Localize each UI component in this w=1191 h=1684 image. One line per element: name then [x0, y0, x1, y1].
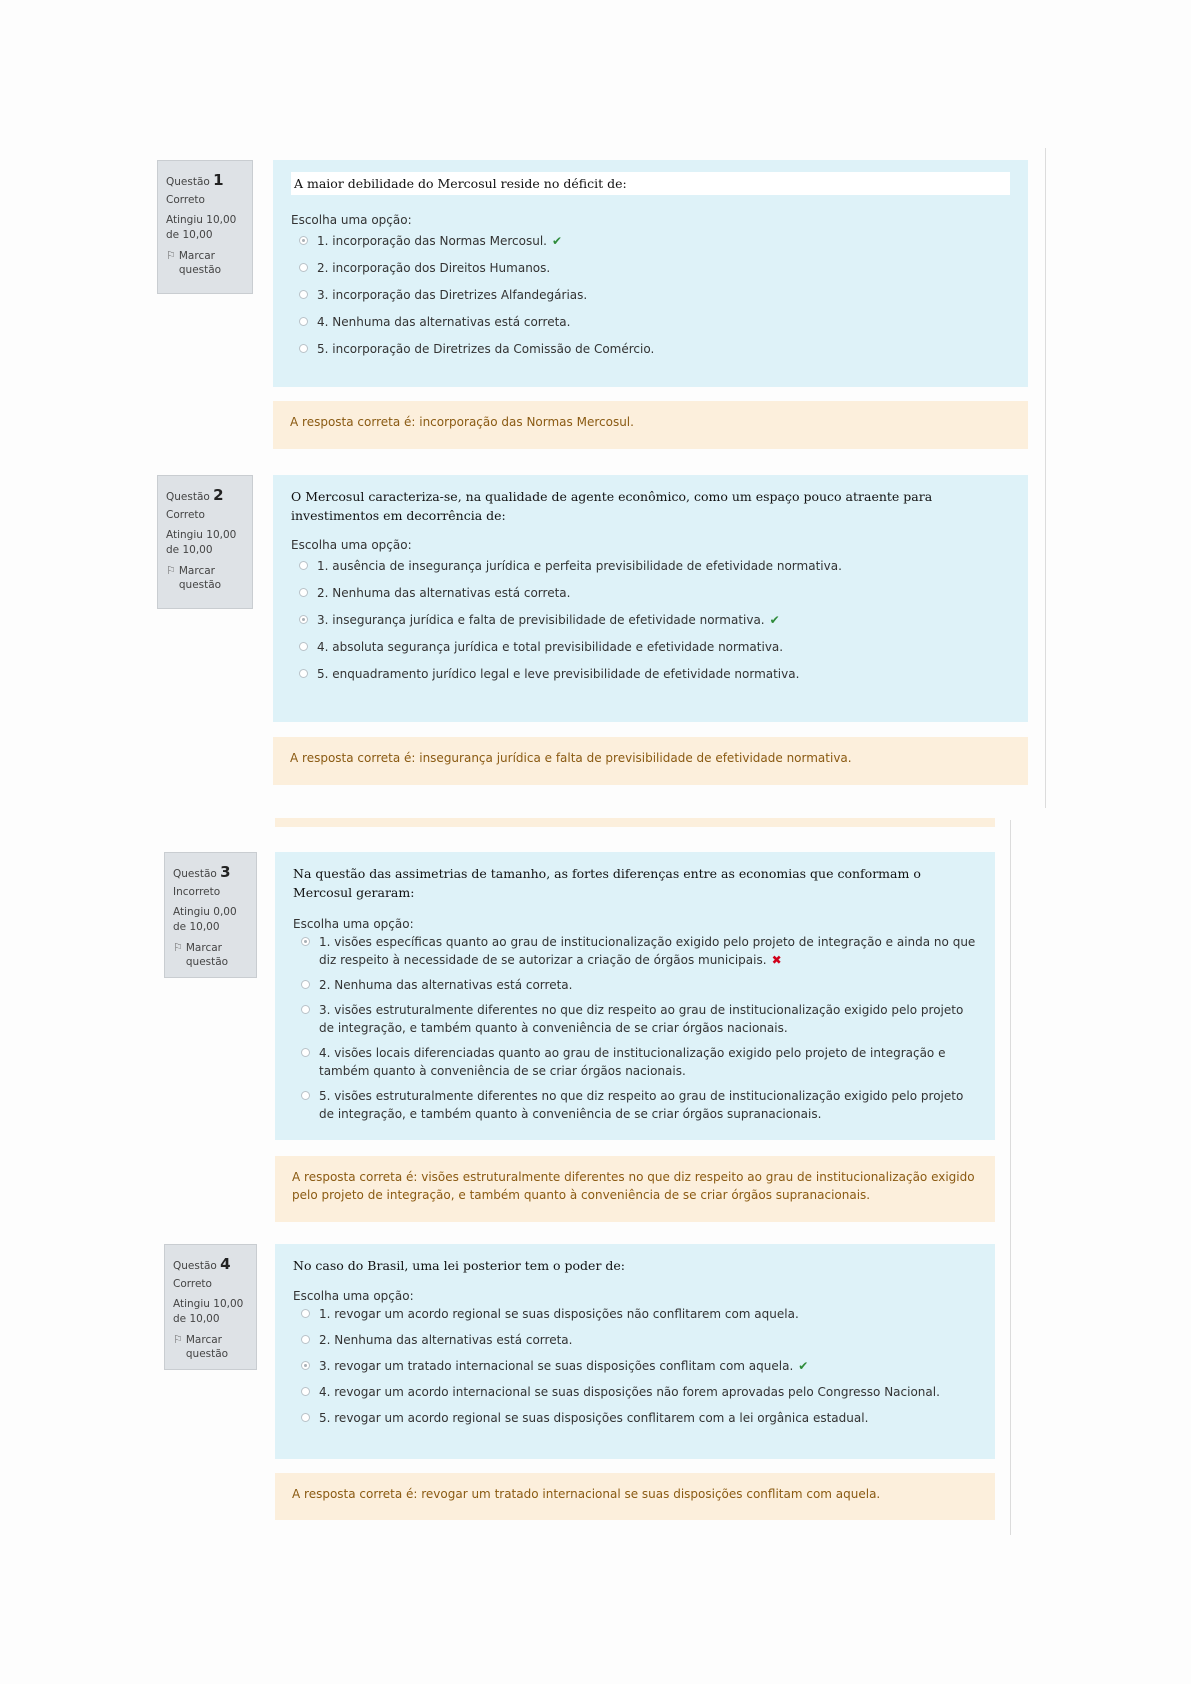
- radio-button[interactable]: [301, 980, 310, 989]
- correct-answer-feedback: A resposta correta é: incorporação das Normas Mercosul.: [273, 401, 1028, 449]
- radio-button[interactable]: [299, 561, 308, 570]
- question-content: [275, 852, 995, 1140]
- feedback-strip-fragment: [275, 818, 995, 827]
- question-grade: Atingiu 10,00 de 10,00: [166, 214, 237, 241]
- answer-option[interactable]: 5. enquadramento jurídico legal e leve previsibilidade de efetividade normativa.: [291, 665, 1010, 683]
- radio-button[interactable]: [299, 588, 308, 597]
- answer-option[interactable]: 1. incorporação das Normas Mercosul. ✔: [291, 232, 1010, 250]
- radio-button[interactable]: [301, 1387, 310, 1396]
- question-state: Correto: [173, 1278, 212, 1291]
- answer-option[interactable]: 5. revogar um acordo regional se suas disposições conflitarem com a lei orgânica estadual.: [293, 1409, 977, 1427]
- question-text: No caso do Brasil, uma lei posterior tem o poder de:: [293, 1258, 626, 1273]
- answer-prompt: Escolha uma opção:: [291, 537, 412, 552]
- answer-option[interactable]: 2. Nenhuma das alternativas está correta.: [291, 584, 1010, 602]
- answer-option[interactable]: 3. incorporação das Diretrizes Alfandegárias.: [291, 286, 1010, 304]
- radio-button[interactable]: [299, 317, 308, 326]
- radio-button[interactable]: [299, 642, 308, 651]
- radio-button[interactable]: [301, 1413, 310, 1422]
- question-number: Questão 3: [173, 863, 231, 881]
- answer-option[interactable]: 3. insegurança jurídica e falta de previsibilidade de efetividade normativa. ✔: [291, 611, 1010, 629]
- answer-option[interactable]: 1. revogar um acordo regional se suas disposições não conflitarem com aquela.: [293, 1305, 977, 1323]
- answer-option[interactable]: 1. ausência de insegurança jurídica e perfeita previsibilidade de efetividade normativa.: [291, 557, 1010, 575]
- flag-question-link[interactable]: ⚐ Marcar questão: [166, 248, 222, 276]
- question-state: Correto: [166, 194, 205, 207]
- cross-icon: ✖: [771, 952, 782, 967]
- question-number: Questão 1: [166, 171, 224, 189]
- answer-list: [291, 232, 1010, 358]
- answer-prompt: Escolha uma opção:: [293, 1289, 414, 1304]
- page-divider-top: [1045, 148, 1046, 808]
- question-grade: Atingiu 0,00 de 10,00: [173, 906, 237, 933]
- answer-list: [291, 557, 1010, 683]
- answer-option[interactable]: 2. incorporação dos Direitos Humanos.: [291, 259, 1010, 277]
- flag-question-link[interactable]: ⚐ Marcar questão: [166, 563, 222, 591]
- radio-button[interactable]: [301, 937, 310, 946]
- radio-button[interactable]: [301, 1091, 310, 1100]
- check-icon: ✔: [551, 234, 563, 249]
- question-text: O Mercosul caracteriza-se, na qualidade de agente econômico, como um espaço pouco atraente para investimentos em decorrência de:: [291, 489, 933, 524]
- answer-option[interactable]: 3. visões estruturalmente diferentes no que diz respeito ao grau de institucionalização exigido pelo projeto de integração, e também quanto à conveniência de se criar órgãos nacionais.: [293, 1001, 977, 1037]
- radio-button[interactable]: [299, 263, 308, 272]
- question-info: [157, 160, 253, 294]
- question-content: [275, 1244, 995, 1459]
- flag-icon: ⚐: [173, 1332, 183, 1346]
- correct-answer-feedback: A resposta correta é: insegurança jurídica e falta de previsibilidade de efetividade normativa.: [273, 737, 1028, 785]
- radio-button[interactable]: [301, 1048, 310, 1057]
- question-text: A maior debilidade do Mercosul reside no déficit de:: [291, 172, 1010, 195]
- check-icon: ✔: [769, 612, 780, 627]
- flag-question-link[interactable]: ⚐ Marcar questão: [173, 940, 229, 968]
- radio-button[interactable]: [301, 1309, 310, 1318]
- answer-option[interactable]: 1. visões específicas quanto ao grau de institucionalização exigido pelo projeto de integração e ainda no que diz respeito à necessidade de se autorizar a criação de órgãos municipais. ✖: [293, 933, 977, 969]
- question-info: [164, 1244, 257, 1370]
- question-info: [157, 475, 253, 609]
- answer-option[interactable]: 5. visões estruturalmente diferentes no que diz respeito ao grau de institucionalização exigido pelo projeto de integração, e também quanto à conveniência de se criar órgãos supranacionais.: [293, 1087, 977, 1123]
- flag-question-link[interactable]: ⚐ Marcar questão: [173, 1332, 229, 1360]
- answer-option[interactable]: 5. incorporação de Diretrizes da Comissão de Comércio.: [291, 340, 1010, 358]
- correct-answer-feedback: A resposta correta é: revogar um tratado internacional se suas disposições conflitam com aquela.: [275, 1473, 995, 1520]
- answer-prompt: Escolha uma opção:: [291, 213, 412, 228]
- flag-icon: ⚐: [166, 248, 176, 262]
- radio-button[interactable]: [301, 1335, 310, 1344]
- question-number: Questão 2: [166, 486, 224, 504]
- answer-list: [293, 933, 977, 1123]
- radio-button[interactable]: [301, 1361, 310, 1370]
- correct-answer-feedback: A resposta correta é: visões estruturalmente diferentes no que diz respeito ao grau de institucionalização exigido pelo projeto de integração, e também quanto à conveniência de se criar órgãos supranacionais.: [275, 1156, 995, 1222]
- answer-prompt: Escolha uma opção:: [293, 916, 414, 931]
- radio-button[interactable]: [299, 344, 308, 353]
- answer-option[interactable]: 3. revogar um tratado internacional se suas disposições conflitam com aquela. ✔: [293, 1357, 977, 1375]
- answer-option[interactable]: 2. Nenhuma das alternativas está correta.: [293, 976, 977, 994]
- question-content: [273, 160, 1028, 387]
- radio-button[interactable]: [299, 669, 308, 678]
- radio-button[interactable]: [299, 615, 308, 624]
- radio-button[interactable]: [301, 1005, 310, 1014]
- flag-icon: ⚐: [173, 940, 183, 954]
- radio-button[interactable]: [299, 236, 308, 245]
- answer-list: [293, 1305, 977, 1427]
- page-divider-bottom: [1010, 820, 1011, 1535]
- answer-option[interactable]: 4. visões locais diferenciadas quanto ao grau de institucionalização exigido pelo projeto de integração e também quanto à conveniência de se criar órgãos nacionais.: [293, 1044, 977, 1080]
- question-info: [164, 852, 257, 978]
- answer-option[interactable]: 4. Nenhuma das alternativas está correta.: [291, 313, 1010, 331]
- answer-option[interactable]: 2. Nenhuma das alternativas está correta.: [293, 1331, 977, 1349]
- question-content: [273, 475, 1028, 722]
- question-state: Correto: [166, 509, 205, 522]
- question-number: Questão 4: [173, 1255, 231, 1273]
- answer-option[interactable]: 4. revogar um acordo internacional se suas disposições não forem aprovadas pelo Congresso Nacional.: [293, 1383, 977, 1401]
- question-grade: Atingiu 10,00 de 10,00: [173, 1298, 244, 1325]
- radio-button[interactable]: [299, 290, 308, 299]
- question-text: Na questão das assimetrias de tamanho, as fortes diferenças entre as economias que conformam o Mercosul geraram:: [293, 866, 921, 901]
- check-icon: ✔: [798, 1359, 809, 1374]
- flag-icon: ⚐: [166, 563, 176, 577]
- answer-option[interactable]: 4. absoluta segurança jurídica e total previsibilidade e efetividade normativa.: [291, 638, 1010, 656]
- question-grade: Atingiu 10,00 de 10,00: [166, 529, 237, 556]
- question-state: Incorreto: [173, 886, 221, 899]
